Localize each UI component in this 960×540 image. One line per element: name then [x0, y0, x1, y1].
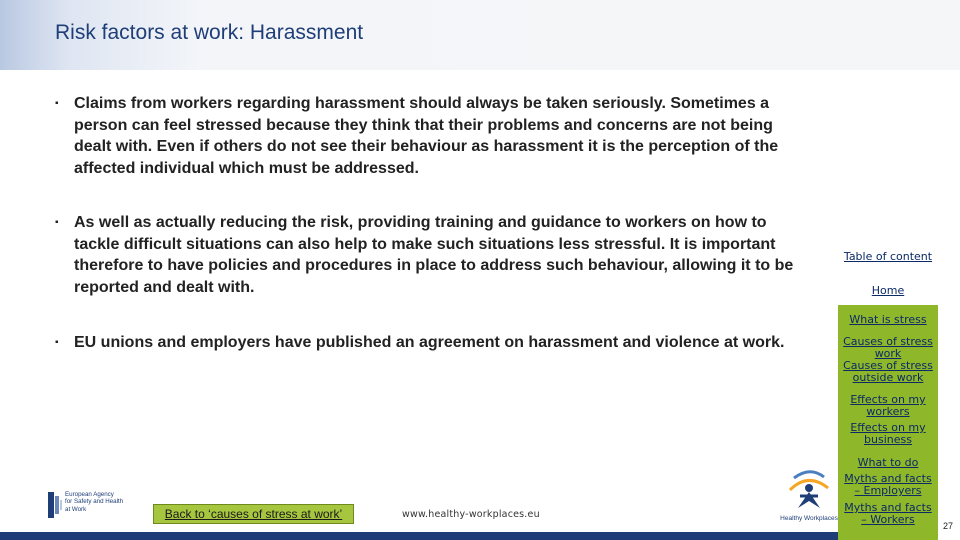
- nav-myths-facts-employers[interactable]: Myths and facts – Employers: [844, 472, 932, 497]
- agency-emblem-icon: [47, 490, 63, 520]
- slide-title: Risk factors at work: Harassment: [55, 21, 364, 44]
- agency-logo: [47, 490, 142, 522]
- bullet-text: Claims from workers regarding harassment should always be taken seriously. Sometimes a person can feel stressed because they think that their problems and concerns are not being dealt with. Even if others do not see their behaviour as harassment it is the perception of the affected individual which must be addressed.: [74, 95, 779, 177]
- campaign-logo: [778, 468, 840, 526]
- footer-bar: [0, 532, 838, 540]
- site-url: www.healthy-workplaces.eu: [402, 509, 540, 520]
- nav-myths-facts-workers[interactable]: Myths and facts – Workers: [844, 501, 932, 526]
- nav-what-is-stress[interactable]: What is stress: [849, 313, 927, 326]
- bullet-marker-icon: ▪: [55, 98, 59, 109]
- bullet-item: [55, 93, 810, 179]
- bullet-text: As well as actually reducing the risk, providing training and guidance to workers on how to tackle difficult situations can also help to make such situations less stressful. It is important therefore to have policies and procedures in place to address such behaviour, allowing it to be reported and dealt with.: [74, 214, 794, 296]
- nav-what-to-do[interactable]: What to do: [857, 456, 919, 469]
- campaign-logo-icon: [778, 468, 840, 514]
- nav-effects-on-business[interactable]: Effects on my business: [850, 421, 926, 446]
- bullet-item: [55, 212, 815, 298]
- bullet-marker-icon: ▪: [55, 337, 59, 348]
- nav-home[interactable]: Home: [871, 284, 905, 297]
- page-number: 27: [943, 521, 954, 531]
- nav-effects-on-workers[interactable]: Effects on my workers: [850, 393, 926, 418]
- back-to-causes-button[interactable]: Back to ‘causes of stress at work’: [153, 504, 354, 524]
- agency-logo-text: European Agency for Safety and Health at Work: [65, 491, 124, 513]
- nav-causes-of-stress-outside-work[interactable]: Causes of stress outside work: [843, 359, 933, 384]
- bullet-item: [55, 332, 810, 354]
- campaign-logo-text: Healthy Workplaces: [780, 515, 838, 522]
- nav-causes-of-stress-work[interactable]: Causes of stress work: [843, 335, 933, 360]
- bullet-text: EU unions and employers have published an agreement on harassment and violence at work.: [74, 334, 785, 351]
- bullet-marker-icon: ▪: [55, 217, 59, 228]
- nav-table-of-content[interactable]: Table of content: [843, 250, 933, 263]
